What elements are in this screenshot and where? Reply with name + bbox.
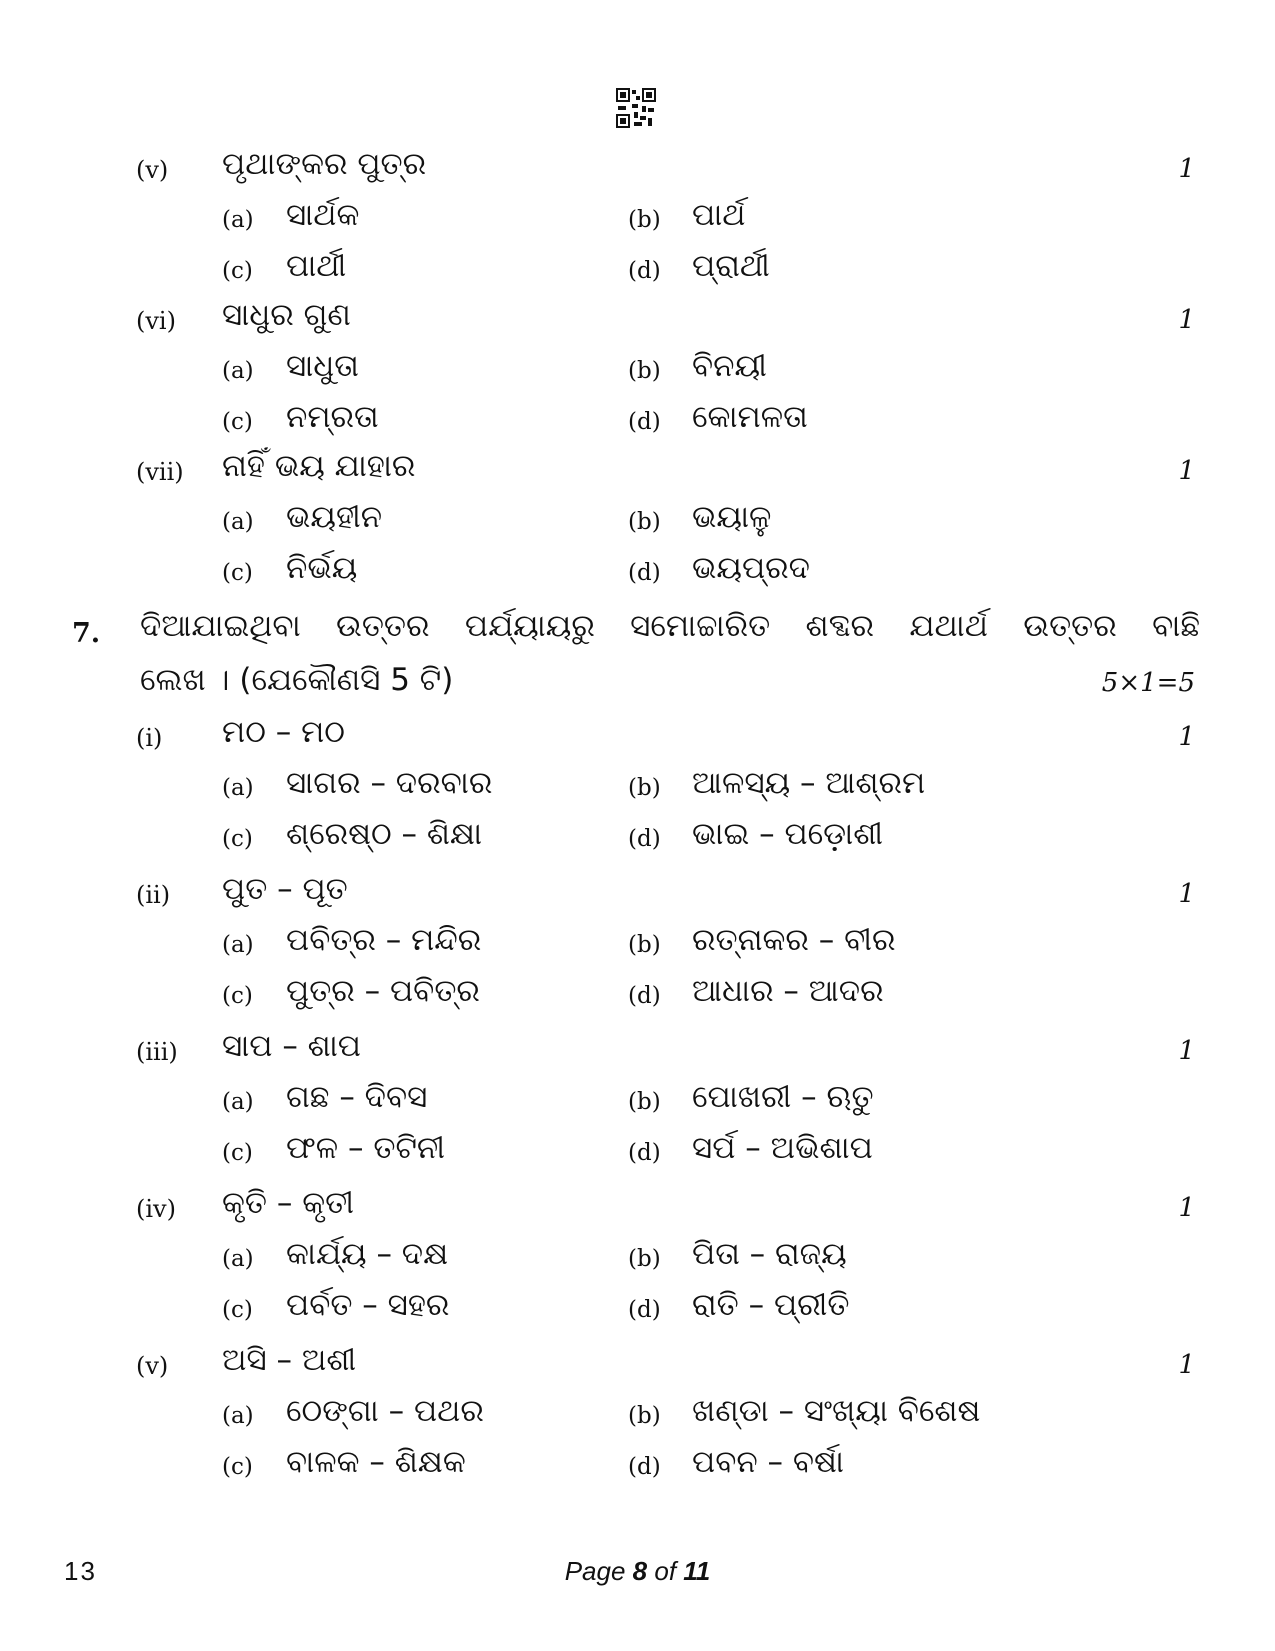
question-number: (iv)	[136, 1195, 176, 1223]
question-number: (vii)	[136, 458, 184, 486]
page-number: Page 8 of 11	[564, 1556, 711, 1586]
option-text: ପିତା – ରାଜ୍ୟ	[692, 1236, 847, 1272]
option-label: (a)	[222, 1403, 254, 1429]
question-marks: 1	[1178, 305, 1195, 335]
option-text: ସର୍ପ – ଅଭିଶାପ	[692, 1130, 873, 1166]
option-text: ପୁତ୍ର – ପବିତ୍ର	[286, 973, 480, 1009]
option-text: ଖଣ୍ଡା – ସଂଖ୍ୟା ବିଶେଷ	[692, 1393, 981, 1429]
question-number: (ii)	[136, 881, 171, 909]
option-text: ଆଧାର – ଆଦର	[692, 973, 884, 1009]
option-label: (b)	[628, 207, 661, 233]
option-text: କାର୍ଯ୍ୟ – ଦକ୍ଷ	[286, 1236, 449, 1272]
option-text: ଆଳସ୍ୟ – ଆଶ୍ରମ	[692, 765, 926, 801]
question-marks: 1	[1178, 1193, 1195, 1223]
option-text: ପ୍ରାର୍ଥୀ	[692, 248, 770, 284]
question-number: (v)	[136, 156, 169, 184]
option-text: ଭୟପ୍ରଦ	[692, 550, 810, 586]
option-text: ରାତି – ପ୍ରୀତି	[692, 1287, 850, 1323]
option-text: ପବନ – ବର୍ଷା	[692, 1444, 844, 1480]
option-label: (d)	[628, 1140, 661, 1166]
option-label: (c)	[222, 1140, 253, 1166]
option-text: ଠେଙ୍ଗା – ପଥର	[286, 1393, 484, 1429]
question-text: ସାପ – ଶାପ	[222, 1028, 361, 1064]
page-code: 13	[64, 1556, 97, 1586]
option-label: (b)	[628, 509, 661, 535]
option-label: (b)	[628, 1403, 661, 1429]
question-instruction-line1: ଦିଆଯାଇଥିବା ଉତ୍ତର ପର୍ଯ୍ୟାୟରୁ ସମୋଚ୍ଚାରିତ ଶବ୍ଦର ଯଥାର୍ଥ ଉତ୍ତର ବାଛି	[140, 608, 1200, 644]
qr-code-icon	[616, 88, 656, 128]
question-marks: 1	[1178, 879, 1195, 909]
option-label: (b)	[628, 1246, 661, 1272]
option-label: (d)	[628, 1297, 661, 1323]
question-text: ନାହିଁ ଭୟ ଯାହାର	[222, 448, 416, 484]
question-number: (v)	[136, 1352, 169, 1380]
option-label: (a)	[222, 775, 254, 801]
question-marks: 1	[1178, 154, 1195, 184]
option-label: (d)	[628, 826, 661, 852]
option-label: (d)	[628, 409, 661, 435]
option-label: (a)	[222, 207, 254, 233]
question-marks: 5×1=5	[1101, 668, 1195, 698]
option-label: (a)	[222, 358, 254, 384]
option-text: ବିନୟୀ	[692, 348, 767, 384]
option-text: ଶ୍ରେଷ୍ଠ – ଶିକ୍ଷା	[286, 816, 483, 852]
option-label: (a)	[222, 1246, 254, 1272]
option-label: (d)	[628, 1454, 661, 1480]
option-label: (c)	[222, 258, 253, 284]
question-number: 7.	[72, 618, 101, 649]
option-text: ସାଧୁତା	[286, 348, 359, 384]
option-label: (b)	[628, 358, 661, 384]
option-label: (b)	[628, 932, 661, 958]
option-text: ଫଳ – ତଟିନୀ	[286, 1130, 446, 1166]
option-label: (b)	[628, 1089, 661, 1115]
option-text: ଭୟାଳୁ	[692, 499, 772, 535]
option-label: (c)	[222, 1454, 253, 1480]
question-marks: 1	[1178, 1036, 1195, 1066]
option-label: (c)	[222, 826, 253, 852]
question-text: ପୃଥାଙ୍କର ପୁତ୍ର	[222, 146, 427, 182]
option-text: ପବିତ୍ର – ମନ୍ଦିର	[286, 922, 482, 958]
question-number: (vi)	[136, 307, 176, 335]
option-text: ପର୍ବତ – ସହର	[286, 1287, 450, 1323]
option-label: (c)	[222, 409, 253, 435]
option-text: ପାର୍ଥୀ	[286, 248, 347, 284]
question-text: ମଠ – ମଠ	[222, 714, 345, 750]
option-text: ନମ୍ରତା	[286, 399, 379, 435]
option-label: (a)	[222, 1089, 254, 1115]
option-text: ପାର୍ଥ	[692, 197, 746, 233]
question-text: ପୁତ – ପୂତ	[222, 871, 348, 907]
question-marks: 1	[1178, 456, 1195, 486]
question-text: ଅସି – ଅଶୀ	[222, 1342, 357, 1378]
question-instruction-line2: ଲେଖ । (ଯେକୌଣସି 5 ଟି)	[140, 662, 454, 698]
option-label: (d)	[628, 258, 661, 284]
option-text: ପୋଖରୀ – ଋତୁ	[692, 1079, 874, 1115]
option-text: ସାଗର – ଦରବାର	[286, 765, 493, 801]
question-text: ସାଧୁର ଗୁଣ	[222, 297, 351, 333]
option-label: (b)	[628, 775, 661, 801]
option-label: (a)	[222, 932, 254, 958]
option-text: ଭାଇ – ପଡ଼ୋଶୀ	[692, 816, 884, 852]
option-label: (c)	[222, 1297, 253, 1323]
question-number: (i)	[136, 724, 163, 752]
option-label: (c)	[222, 560, 253, 586]
question-marks: 1	[1178, 722, 1195, 752]
option-text: ରତ୍ନାକର – ବୀର	[692, 922, 896, 958]
option-label: (d)	[628, 560, 661, 586]
option-text: ଭୟହୀନ	[286, 499, 383, 535]
question-number: (iii)	[136, 1038, 178, 1066]
option-text: ବାଳକ – ଶିକ୍ଷକ	[286, 1444, 466, 1480]
question-text: କୃତି – କୃତୀ	[222, 1185, 354, 1221]
option-label: (a)	[222, 509, 254, 535]
option-label: (d)	[628, 983, 661, 1009]
option-text: ସାର୍ଥକ	[286, 197, 360, 233]
question-marks: 1	[1178, 1350, 1195, 1380]
option-text: ନିର୍ଭୟ	[286, 550, 358, 586]
option-text: ଗଛ – ଦିବସ	[286, 1079, 428, 1115]
option-label: (c)	[222, 983, 253, 1009]
option-text: କୋମଳତା	[692, 399, 808, 435]
